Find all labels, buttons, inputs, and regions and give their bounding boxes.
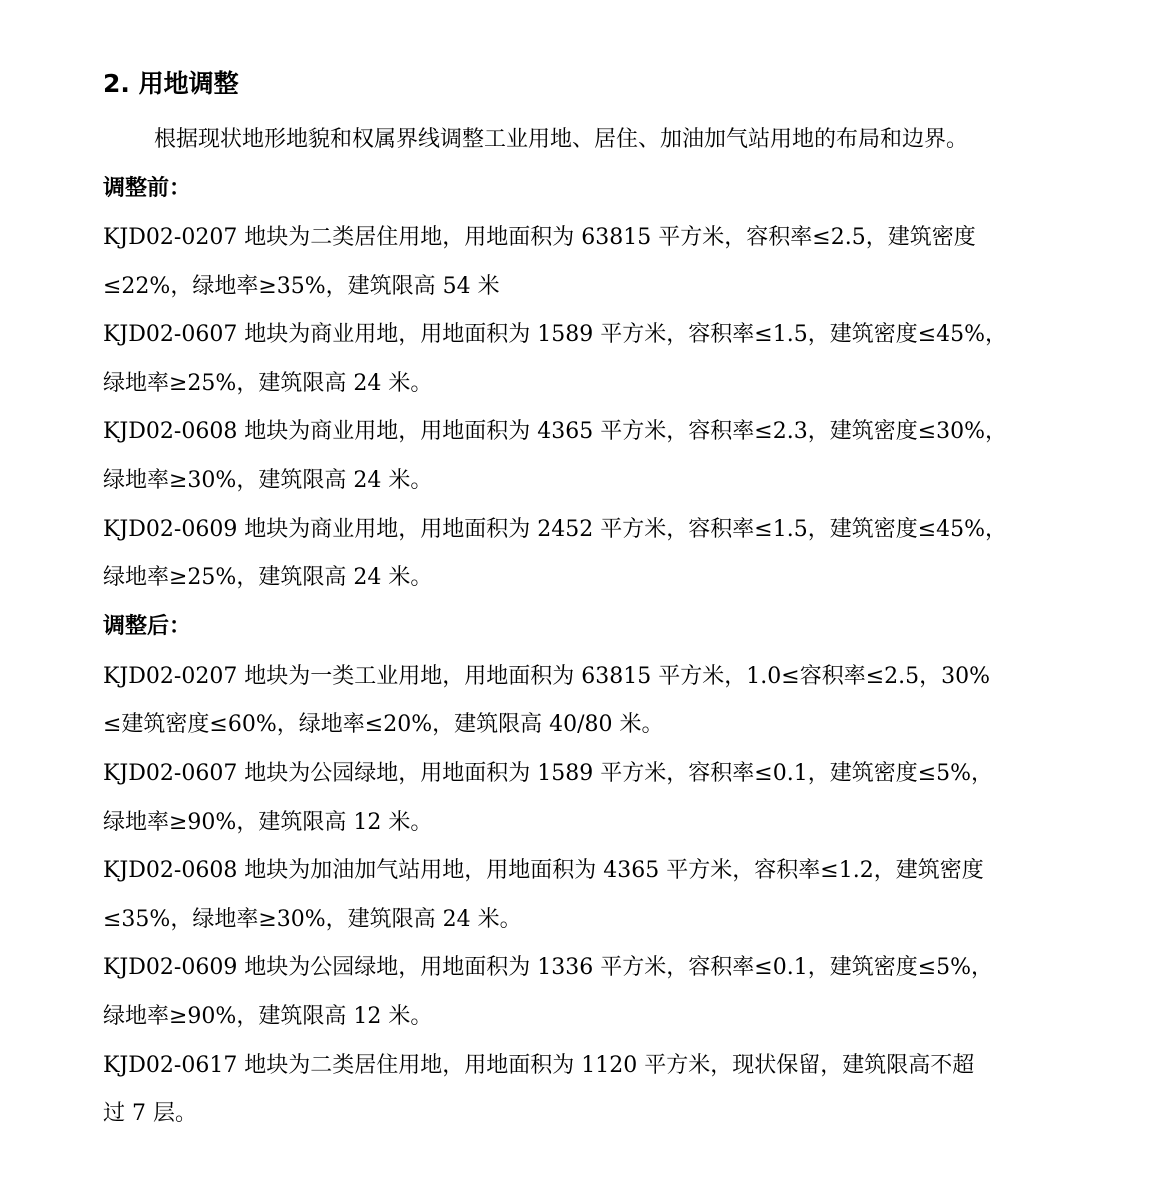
before-line: ≤22%，绿地率≥35%，建筑限高 54 米 bbox=[103, 274, 500, 299]
after-line: ≤建筑密度≤60%，绿地率≤20%，建筑限高 40/80 米。 bbox=[103, 712, 664, 737]
after-line: 绿地率≥90%，建筑限高 12 米。 bbox=[103, 810, 433, 835]
before-line: 绿地率≥25%，建筑限高 24 米。 bbox=[103, 371, 433, 396]
section-heading: 2. 用地调整 bbox=[103, 69, 239, 98]
before-line: KJD02-0607 地块为商业用地，用地面积为 1589 平方米，容积率≤1.5，建筑密度≤45%， bbox=[103, 322, 1008, 347]
after-label: 调整后： bbox=[103, 614, 192, 639]
before-line: KJD02-0207 地块为二类居住用地，用地面积为 63815 平方米，容积率≤2.5，建筑密度 bbox=[103, 225, 976, 250]
after-line: KJD02-0207 地块为一类工业用地，用地面积为 63815 平方米，1.0≤容积率≤2.5，30% bbox=[103, 664, 991, 689]
before-line: 绿地率≥30%，建筑限高 24 米。 bbox=[103, 468, 433, 493]
before-line: 绿地率≥25%，建筑限高 24 米。 bbox=[103, 565, 433, 590]
before-line: KJD02-0609 地块为商业用地，用地面积为 2452 平方米，容积率≤1.5，建筑密度≤45%， bbox=[103, 517, 1008, 542]
after-line: KJD02-0609 地块为公园绿地，用地面积为 1336 平方米，容积率≤0.1，建筑密度≤5%， bbox=[103, 955, 994, 980]
before-label: 调整前： bbox=[103, 176, 192, 201]
after-line: 过 7 层。 bbox=[103, 1101, 197, 1126]
before-line: KJD02-0608 地块为商业用地，用地面积为 4365 平方米，容积率≤2.3，建筑密度≤30%， bbox=[103, 419, 1008, 444]
after-line: 绿地率≥90%，建筑限高 12 米。 bbox=[103, 1004, 433, 1029]
after-line: KJD02-0607 地块为公园绿地，用地面积为 1589 平方米，容积率≤0.1，建筑密度≤5%， bbox=[103, 761, 994, 786]
after-line: ≤35%，绿地率≥30%，建筑限高 24 米。 bbox=[103, 907, 522, 932]
intro-paragraph: 根据现状地形地貌和权属界线调整工业用地、居住、加油加气站用地的布局和边界。 bbox=[154, 127, 969, 152]
after-line: KJD02-0617 地块为二类居住用地，用地面积为 1120 平方米，现状保留，建筑限高不超 bbox=[103, 1053, 975, 1078]
after-line: KJD02-0608 地块为加油加气站用地，用地面积为 4365 平方米，容积率≤1.2，建筑密度 bbox=[103, 858, 984, 883]
